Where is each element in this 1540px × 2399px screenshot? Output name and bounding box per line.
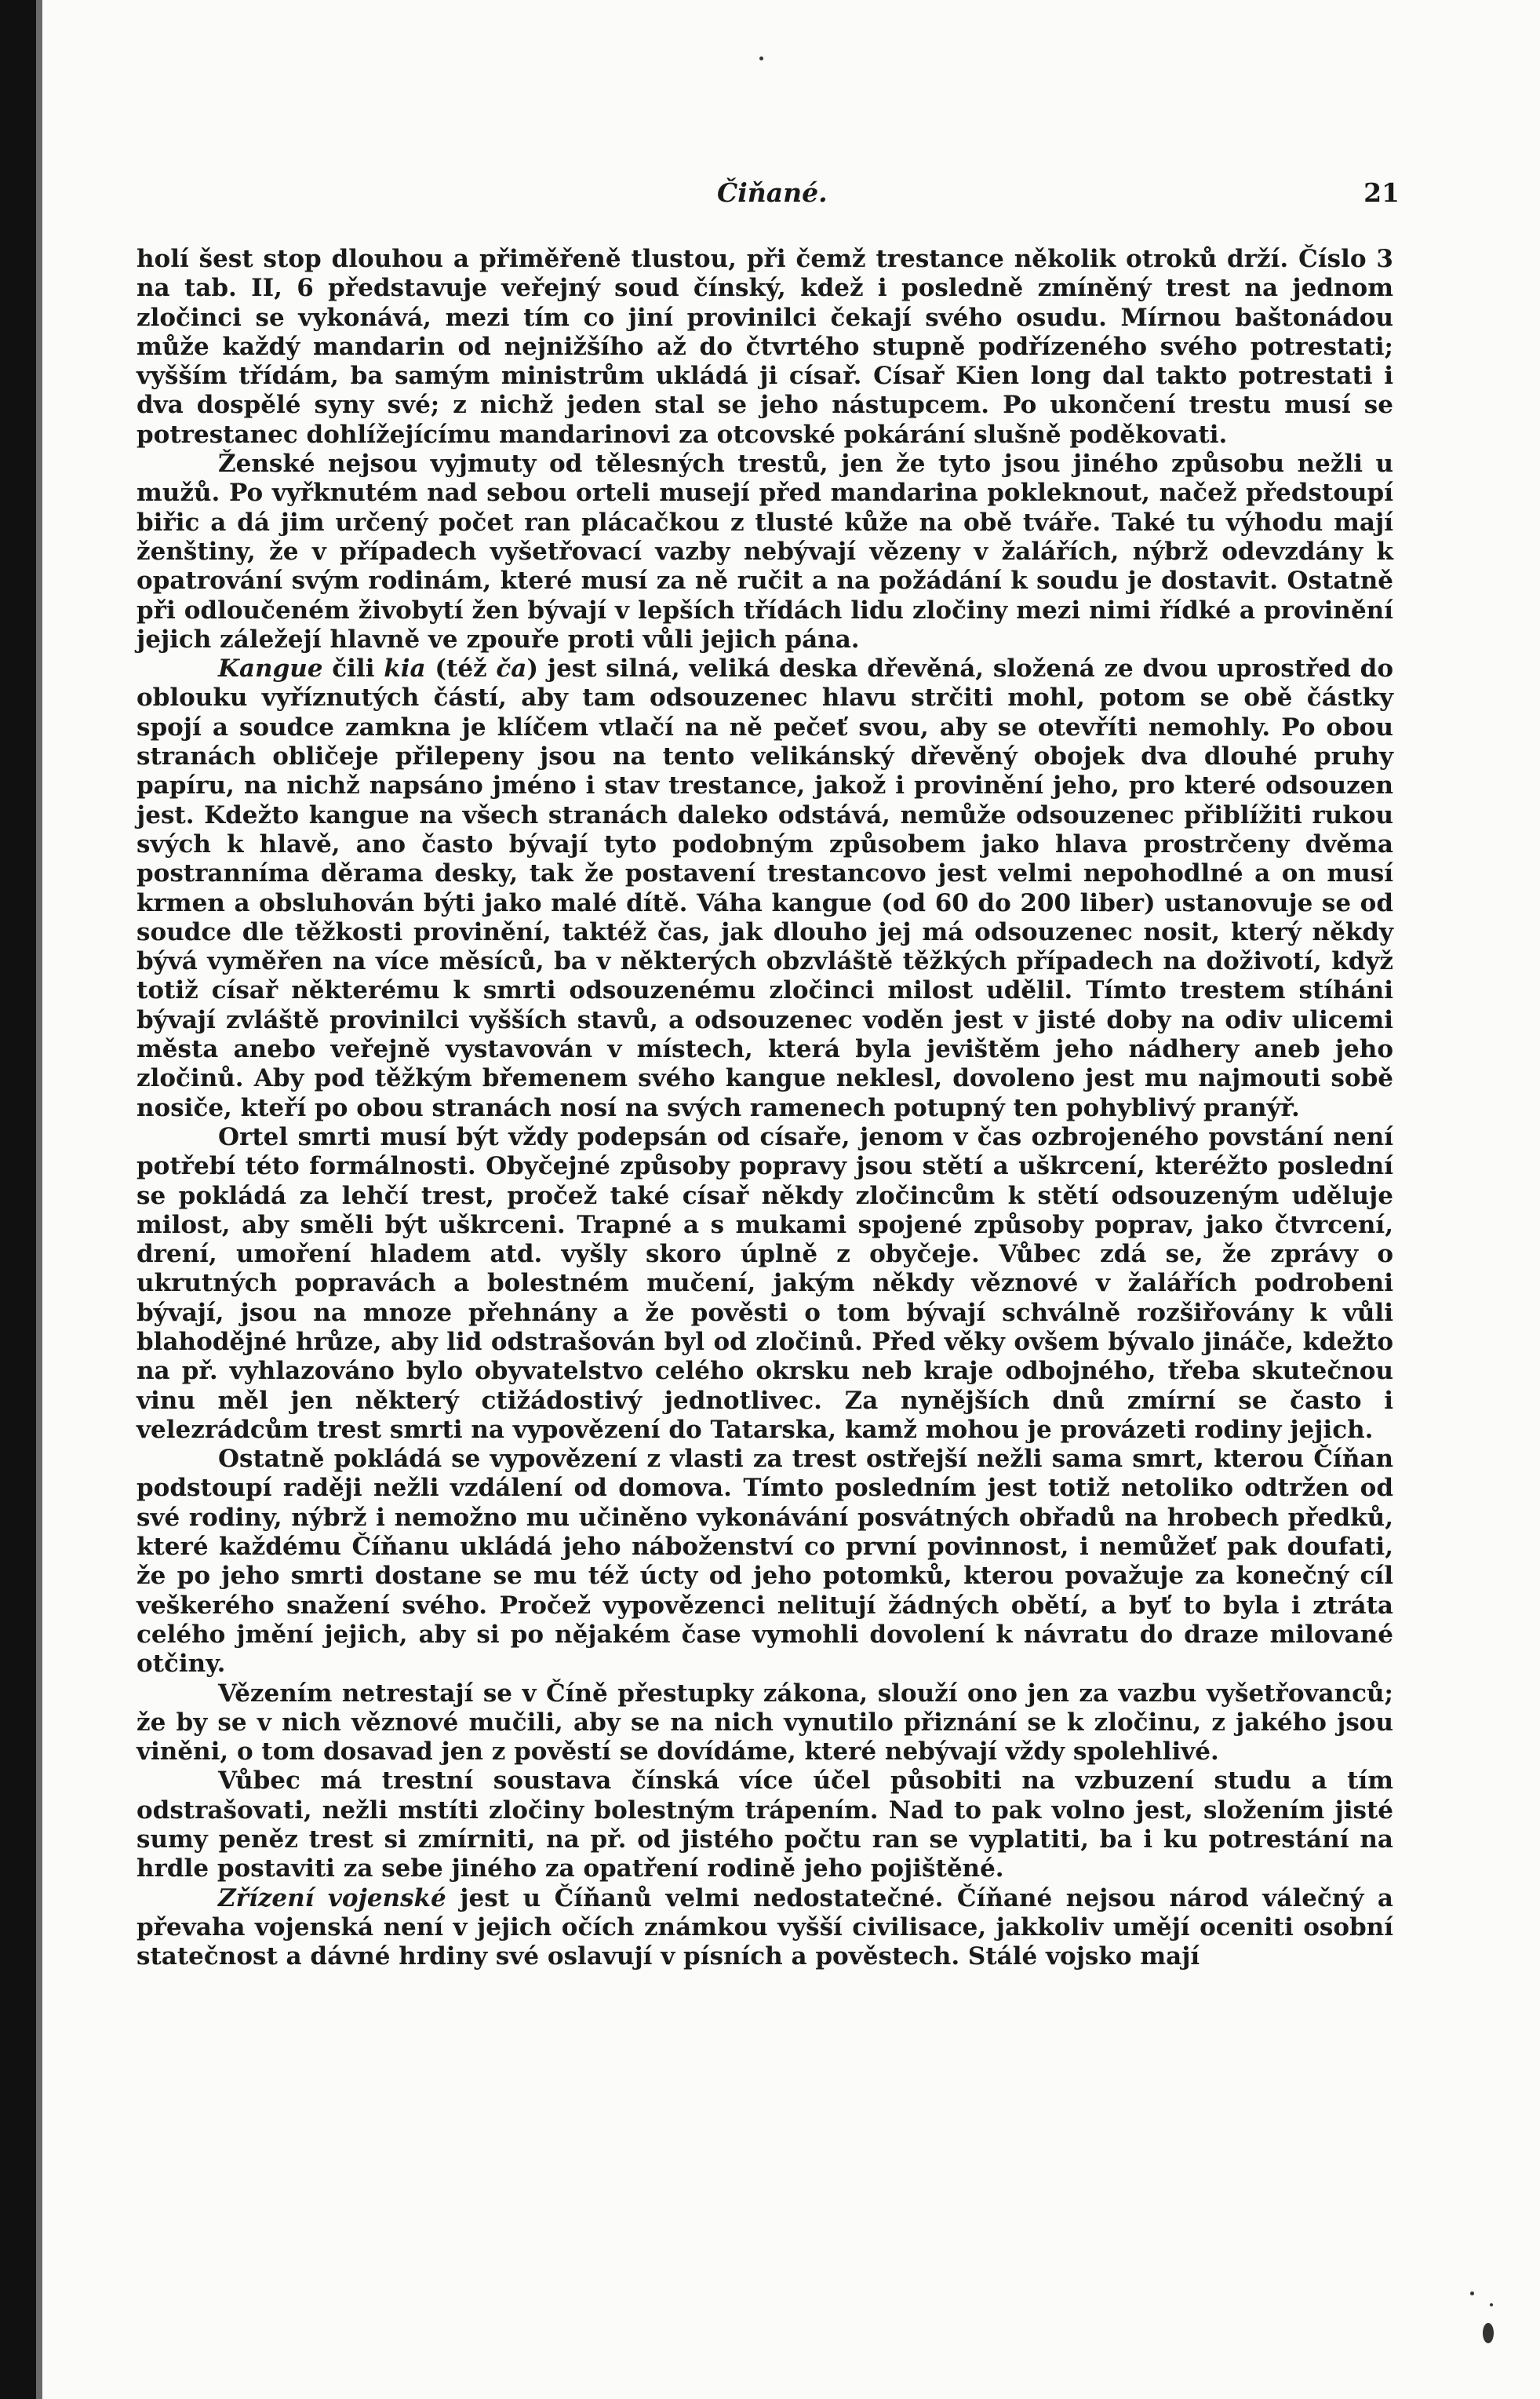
paragraph-4 <box>137 1123 1393 1445</box>
book-page <box>42 0 1540 2399</box>
paragraph-7 <box>137 1766 1393 1883</box>
scan-speck <box>1483 2323 1494 2343</box>
page-header <box>717 177 1400 209</box>
paragraph-1-text: holí šest stop dlouhou a přiměřeně tlustou, při čemž trestance několik otroků drží. Číslo 3 na tab. II, 6 představuje veřejný soud čínský, kdež i posledně zmíněný trest na jednom zločinci se vykonává, mezi tím co jiní provinilci čekají svého osudu. Mírnou baštonádou může každý mandarin od nejnižšího až do čtvrtého stupně podřízeného svého potrestati; vyšším třídám, ba samým ministrům ukládá ji císař. Císař Kien long dal takto potrestati i dva dospělé syny své; z nichž jeden stal se jeho nástupcem. Po ukončení trestu musí se potrestanec dohlížejícímu mandarinovi za otcovské pokárání slušně poděkovati. <box>137 245 1393 449</box>
paragraph-3 <box>137 654 1393 1123</box>
paragraph-2 <box>137 450 1393 654</box>
term-kangue: Kangue <box>218 654 323 684</box>
scan-speck <box>1490 2303 1493 2306</box>
paragraph-4-text: Ortel smrti musí být vždy podepsán od císaře, jenom v čas ozbrojeného povstání není potřebí této formálnosti. Obyčejné způsoby popravy jsou stětí a uškrcení, kteréžto poslední se pokládá za lehčí trest, pročež také císař někdy zločincům k stětí odsouzeným uděluje milost, aby směli být uškrceni. Trapné a s mukami spojené způsoby poprav, jako čtvrcení, drení, umoření hladem atd. vyšly skoro úplně z obyčeje. Vůbec zdá se, že zprávy o ukrutných popravách a bolestném mučení, jakým někdy věznové v žalářích podrobeni bývají, jsou na mnoze přehnány a že pověsti o tom bývají schválně rozšiřovány k vůli blahodějné hrůze, aby lid odstrašován byl od zločinů. Před věky ovšem bývalo jináče, kdežto na př. vyhlazováno bylo obyvatelstvo celého okrsku neb kraje odbojného, třeba skutečnou vinu měl jen některý ctižádostivý jednotlivec. Za nynějších dnů zmírní se často i velezrádcům trest smrti na vypovězení do Tatarska, kamž mohou je provázeti rodiny jejich. <box>137 1122 1393 1444</box>
term-kia: kia <box>384 654 426 684</box>
paragraph-2-text: Ženské nejsou vyjmuty od tělesných trestů, jen že tyto jsou jiného způsobu nežli u mužů. Po vyřknutém nad sebou orteli musejí před mandarina pokleknout, načež předstoupí biřic a dá jim určený počet ran plácačkou z tlusté kůže na obě tváře. Také tu výhodu mají ženštiny, že v případech vyšetřovací vazby nebývají vězeny v žalářích, nýbrž odevzdány k opatrování svým rodinám, které musí za ně ručit a na požádání k soudu je dostavit. Ostatně při odloučeném živobytí žen bývají v lepších třídách lidu zločiny mezi nimi řídké a provinění jejich záležejí hlavně ve zpouře proti vůli jejich pána. <box>137 450 1393 654</box>
scan-speck <box>759 57 763 60</box>
term-ca: ča <box>496 654 527 684</box>
paragraph-5-text: Ostatně pokládá se vypovězení z vlasti za trest ostřejší nežli sama smrt, kterou Číňan podstoupí raději nežli vzdálení od domova. Tímto posledním jest totiž netoliko odtržen od své rodiny, nýbrž i nemožno mu učiněno vykonávání posvátných obřadů na hrobech předků, které každému Číňanu ukládá jeho náboženství co první povinnost, i nemůžeť pak doufati, že po jeho smrti dostane se mu též úcty od jeho potomků, kterou považuje za konečný cíl veškerého snažení svého. Pročež vypovězenci nelitují žádných obětí, a byť to byla i ztráta celého jmění jejich, aby si po nějakém čase vymohli dovolení k návratu do draze milované otčiny. <box>137 1445 1393 1679</box>
paragraph-6-text: Vězením netrestají se v Číně přestupky zákona, slouží ono jen za vazbu vyšetřovanců; že by se v nich věznové mučili, aby se na nich vynutilo přiznání se k zločinu, z jakého jsou viněni, o tom dosavad jen z pověstí se dovídáme, které nebývají vždy spolehlivé. <box>137 1679 1393 1766</box>
paragraph-8 <box>137 1884 1393 1972</box>
body-text <box>137 245 1393 1972</box>
paragraph-6 <box>137 1679 1393 1767</box>
paragraph-8-text: jest u Číňanů velmi nedostatečné. Číňané nejsou národ válečný a převaha vojenská není v jejich očích známkou vyšší civilisace, jakkoliv umějí oceniti osobní statečnost a dávné hrdiny své oslavují v písních a pověstech. Stálé vojsko mají <box>137 1883 1394 1971</box>
paragraph-3-connector-b: (též <box>425 654 497 684</box>
paragraph-3-text: ) jest silná, veliká deska dřevěná, složená ze dvou uprostřed do oblouku vyříznutých částí, aby tam odsouzenec hlavu strčiti mohl, potom se obě částky spojí a soudce zamkna je klíčem vtlačí na ně pečeť svou, aby se otevříti nemohly. Po obou stranách obličeje přilepeny jsou na tento velikánský dřevěný obojek dva dlouhé pruhy papíru, na nichž napsáno jméno i stav trestance, jakož i provinění jeho, pro které odsouzen jest. Kdežto kangue na všech stranách daleko odstává, nemůže odsouzenec přiblížiti rukou svých k hlavě, ano často bývají tyto podobným způsobem jako hlava prostrčeny dvěma postranníma děrama desky, tak že postavení trestancovo jest velmi nepohodlné a on musí krmen a obsluhován býti jako malé dítě. Váha kangue (od 60 do 200 liber) ustanovuje se od soudce dle těžkosti provinění, taktéž čas, jak dlouho jej má odsouzenec nosit, který někdy bývá vyměřen na více měsíců, ba v některých obzvláště těžkých případech na doživotí, když totiž císař některému k smrti odsouzenému zločinci milost udělil. Tímto trestem stíháni bývají zvláště provinilci vyšších stavů, a odsouzenec voděn jest v jisté doby na odiv ulicemi města anebo veřejně vystavován v místech, která byla jevištěm jeho nádhery aneb jeho zločinů. Aby pod těžkým břemenem svého kangue neklesl, dovoleno jest mu najmouti sobě nosiče, kteří po obou stranách nosí na svých ramenech potupný ten pohyblivý pranýř. <box>137 654 1394 1122</box>
paragraph-5 <box>137 1445 1393 1679</box>
scan-dark-edge <box>0 0 36 2399</box>
paragraph-1 <box>137 245 1393 450</box>
page-number: 21 <box>1363 177 1400 208</box>
scan-speck <box>1470 2291 1474 2295</box>
scan-gutter-shadow <box>36 0 42 2399</box>
running-title: Čiňané. <box>717 177 828 208</box>
term-zrizeni-vojenske: Zřízení vojenské <box>218 1883 446 1912</box>
paragraph-7-text: Vůbec má trestní soustava čínská více účel působiti na vzbuzení studu a tím odstrašovati, nežli mstíti zločiny bolestným trápením. Nad to pak volno jest, složením jisté sumy peněz trest si zmírniti, na př. od jistého počtu ran se vyplatiti, ba i ku potrestání na hrdle postaviti za sebe jiného za opatření rodině jeho pojištěné. <box>137 1766 1393 1883</box>
paragraph-3-connector-a: čili <box>322 654 384 684</box>
